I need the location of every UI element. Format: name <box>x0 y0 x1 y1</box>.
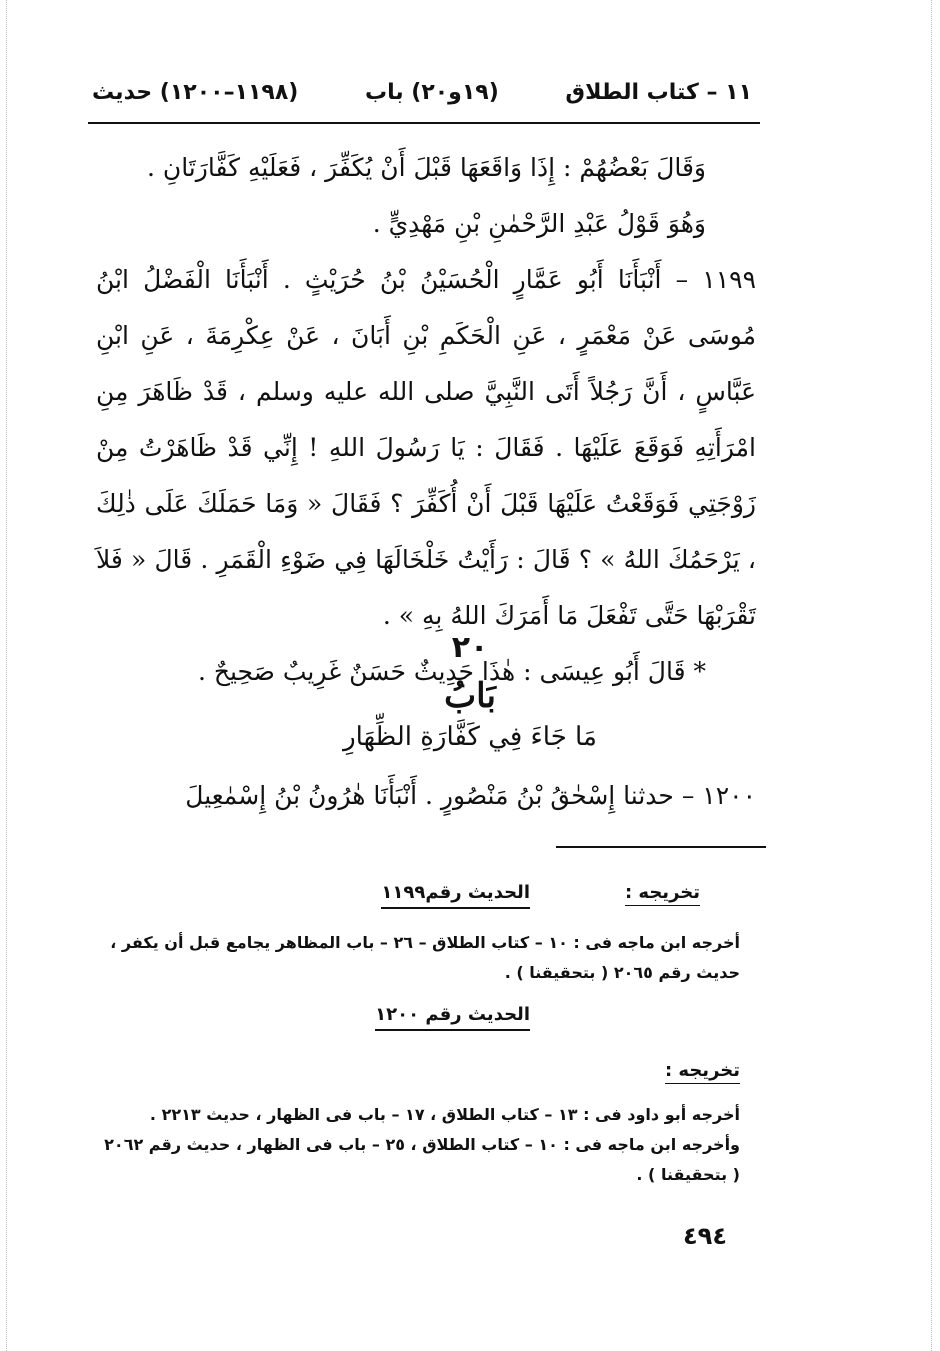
footnote-1200-heading <box>100 996 760 1056</box>
header-hadith-range: (١١٩٨–١٢٠٠) حديث <box>92 79 299 105</box>
text-line-2: وَهُوَ قَوْلُ عَبْدِ الرَّحْمٰنِ بْنِ مَهْدِيٍّ . <box>372 209 706 238</box>
hadith-1200-text: ١٢٠٠ – حدثنا إِسْحٰقُ بْنُ مَنْصُورٍ . أَنْبَأَنَا هٰرُونُ بْنُ إِسْمٰعِيلَ <box>185 781 756 810</box>
chapter-subtitle: مَا جَاءَ فِي كَفَّارَةِ الظِّهَارِ <box>343 722 597 752</box>
footnotes <box>100 876 760 1184</box>
footnote-text-1200-ibn-majah: وأخرجه ابن ماجه فى : ١٠ – كتاب الطلاق ، ٢٥ – باب فى الظهار ، حديث رقم ٢٠٦٢ ( بتحقيقنا ) . <box>104 1135 740 1184</box>
hadith-grading: * قَالَ أَبُو عِيسَى : هٰذَا حَدِيثٌ حَسَنٌ غَرِيبٌ صَحِيحٌ . <box>197 657 706 686</box>
chapter-heading: بَابُ <box>444 676 496 716</box>
takhrij-label: تخريجه : <box>625 882 700 906</box>
page-number: ٤٩٤ <box>683 1222 727 1250</box>
footnote-1200-label-row <box>100 1056 760 1100</box>
header-chapter-range: (١٩و٢٠) باب <box>364 79 499 105</box>
running-header <box>92 72 752 112</box>
header-book-title: ١١ – كتاب الطلاق <box>565 79 752 105</box>
header-rule <box>88 122 760 124</box>
text-line-1: وَقَالَ بَعْضُهُمْ : إِذَا وَاقَعَهَا قَبْلَ أَنْ يُكَفِّرَ ، فَعَلَيْهِ كَفَّارَتَانِ . <box>146 153 706 182</box>
footnote-separator <box>556 846 766 848</box>
hadith-1199-text: ١١٩٩ – أَنْبَأَنَا أَبُو عَمَّارٍ الْحُسَيْنُ بْنُ حُرَيْثٍ . أَنْبَأَنَا الْفَضْلُ ابْنُ مُوسَى عَنْ مَعْمَرٍ ، عَنِ الْحَكَمِ بْنِ أَبَانَ ، عَنْ عِكْرِمَةَ ، عَنِ ابْنِ عَبَّاسٍ ، أَنَّ رَجُلاً أَتَى النَّبِيَّ صلى الله عليه وسلم ، قَدْ ظَاهَرَ مِنِ امْرَأَتِهِ فَوَقَعَ عَلَيْهَا . فَقَالَ : يَا رَسُولَ اللهِ ! إِنِّي قَدْ ظَاهَرْتُ مِنْ زَوْجَتِي فَوَقَعْتُ عَلَيْهَا قَبْلَ أَنْ أُكَفِّرَ ؟ فَقَالَ « وَمَا حَمَلَكَ عَلَى ذٰلِكَ ، يَرْحَمُكَ اللهُ » ؟ قَالَ : رَأَيْتُ خَلْخَالَهَا فِي ضَوْءِ الْقَمَرِ . قَالَ « فَلاَ تَقْرَبْهَا حَتَّى تَفْعَلَ مَا أَمَرَكَ اللهُ بِهِ » . <box>96 265 756 630</box>
takhrij-label-2: تخريجه : <box>665 1060 740 1084</box>
chapter-number: ٢٠ <box>451 630 489 665</box>
footnote-text-1199: أخرجه ابن ماجه فى : ١٠ – كتاب الطلاق – ٢٦ – باب المظاهر يجامع قبل أن يكفر ، حديث رقم ٢٠٦٥ ( بتحقيقنا ) . <box>110 933 740 982</box>
footnote-1199 <box>100 876 760 996</box>
footnote-text-1200-abu-dawud: أخرجه أبو داود فى : ١٣ – كتاب الطلاق ، ١٧ – باب فى الظهار ، حديث ٢٢١٣ . <box>149 1105 740 1124</box>
footnote-title-1200: الحديث رقم ١٢٠٠ <box>375 1004 530 1031</box>
main-text <box>96 140 756 700</box>
footnote-title-1199: الحديث رقم١١٩٩ <box>381 882 530 909</box>
